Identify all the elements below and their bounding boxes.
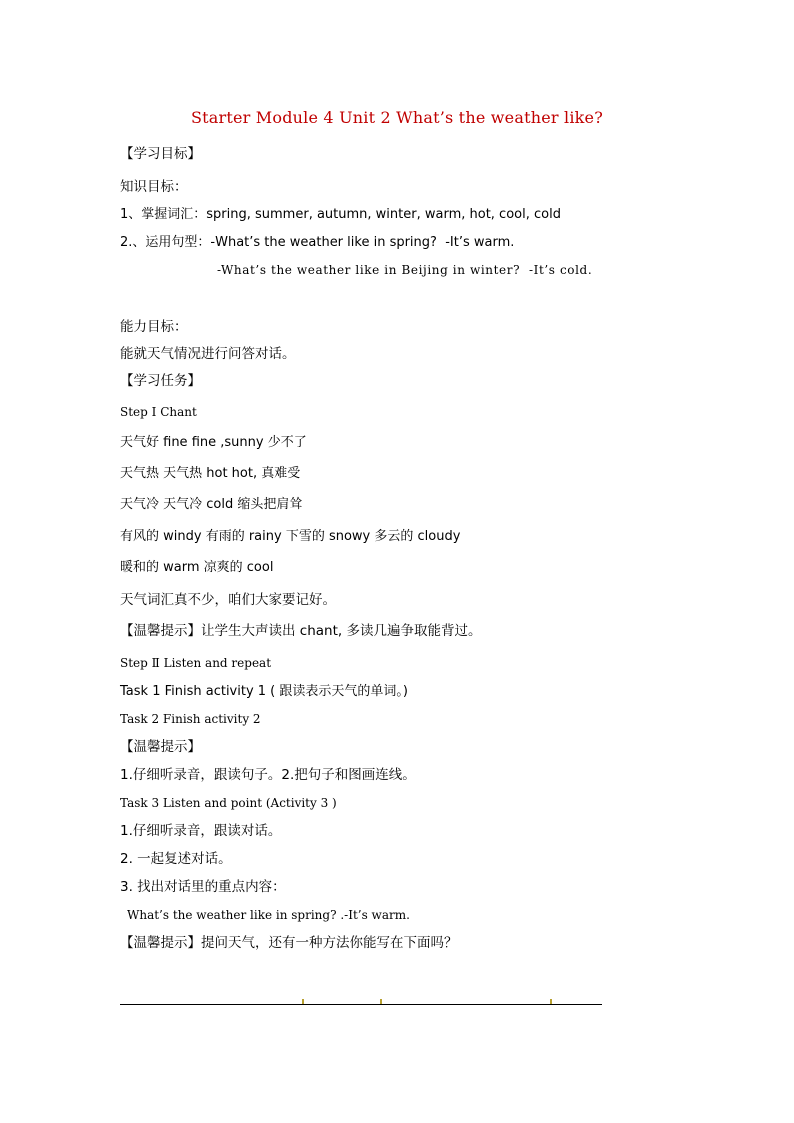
ability-goals-text: 能就天气情况进行问答对话。 [120, 346, 296, 362]
knowledge-goals-header: 知识目标： [120, 179, 188, 195]
task-3: Task 3 Listen and point (Activity 3 ) [120, 796, 337, 810]
answer-line-mark [550, 999, 552, 1004]
chant-line-3: 天气冷 天气冷 cold 缩头把肩耸 [120, 497, 303, 512]
answer-line-mark [302, 999, 304, 1004]
chant-line-4: 有风的 windy 有雨的 rainy 下雪的 snowy 多云的 cloudy [120, 529, 461, 544]
answer-line [120, 1004, 602, 1005]
answer-line-mark [380, 999, 382, 1004]
tasks-header: 【学习任务】 [120, 373, 201, 389]
sentence-pattern-2: -What’s the weather like in Beijing in winter? -It’s cold. [217, 263, 593, 277]
ability-goals-header: 能力目标： [120, 319, 188, 335]
instruction-4: 3. 找出对话里的重点内容： [120, 879, 286, 895]
chant-line-6: 天气词汇真不少，咱们大家要记好。 [120, 592, 336, 608]
tip-2: 【温馨提示】 [120, 739, 201, 755]
instruction-2: 1.仔细听录音，跟读对话。 [120, 823, 282, 839]
chant-line-1: 天气好 fine fine ,sunny 少不了 [120, 435, 307, 450]
goals-header: 【学习目标】 [120, 146, 201, 162]
document-title: Starter Module 4 Unit 2 What’s the weather like? [190, 108, 603, 127]
instruction-3: 2. 一起复述对话。 [120, 851, 232, 867]
example-dialogue: What’s the weather like in spring? .-It’s warm. [127, 908, 410, 922]
task-1: Task 1 Finish activity 1 ( 跟读表示天气的单词。) [120, 684, 408, 699]
instruction-1: 1.仔细听录音，跟读句子。2.把句子和图画连线。 [120, 767, 416, 783]
chant-line-2: 天气热 天气热 hot hot, 真难受 [120, 466, 301, 481]
tip-3: 【温馨提示】提问天气，还有一种方法你能写在下面吗？ [120, 935, 458, 951]
task-2: Task 2 Finish activity 2 [120, 712, 261, 726]
sentence-pattern-1: 2.、运用句型：-What’s the weather like in spring? -It’s warm. [120, 235, 515, 250]
chant-line-5: 暖和的 warm 凉爽的 cool [120, 560, 274, 575]
tip-1: 【温馨提示】让学生大声读出 chant, 多读几遍争取能背过。 [120, 623, 482, 639]
vocab-line: 1、掌握词汇：spring, summer, autumn, winter, warm, hot, cool, cold [120, 207, 561, 222]
step-2-heading: Step Ⅱ Listen and repeat [120, 656, 272, 670]
step-1-heading: Step Ⅰ Chant [120, 405, 197, 419]
